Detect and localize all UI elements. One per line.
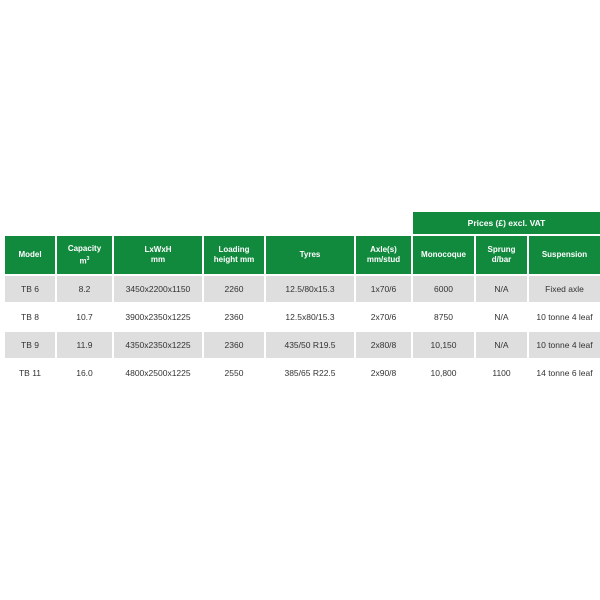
- header-dimensions: LxWxH mm: [112, 234, 202, 274]
- header-monocoque: Monocoque: [411, 234, 474, 274]
- header-axles: Axle(s) mm/stud: [354, 234, 411, 274]
- table-row: TB 8 10.7 3900x2350x1225 2360 12.5x80/15.3 2x70/6 8750 N/A 10 tonne 4 leaf: [5, 302, 600, 330]
- header-suspension: Suspension: [527, 234, 600, 274]
- table-row: TB 9 11.9 4350x2350x1225 2360 435/50 R19.5 2x80/8 10,150 N/A 10 tonne 4 leaf: [5, 330, 600, 358]
- header-tyres: Tyres: [264, 234, 354, 274]
- group-header-row: [5, 212, 600, 234]
- prices-group-header: Prices (£) excl. VAT: [411, 212, 600, 234]
- header-sprung: Sprung d/bar: [474, 234, 527, 274]
- header-model: Model: [5, 234, 55, 274]
- table-row: TB 11 16.0 4800x2500x1225 2550 385/65 R22.5 2x90/8 10,800 1100 14 tonne 6 leaf: [5, 358, 600, 386]
- table-row: TB 6 8.2 3450x2200x1150 2260 12.5/80x15.3 1x70/6 6000 N/A Fixed axle: [5, 274, 600, 302]
- header-loading-height: Loading height mm: [202, 234, 264, 274]
- column-header-row: [5, 234, 600, 274]
- header-capacity: Capacity $m^3$: [55, 234, 112, 274]
- specifications-table: [5, 212, 600, 386]
